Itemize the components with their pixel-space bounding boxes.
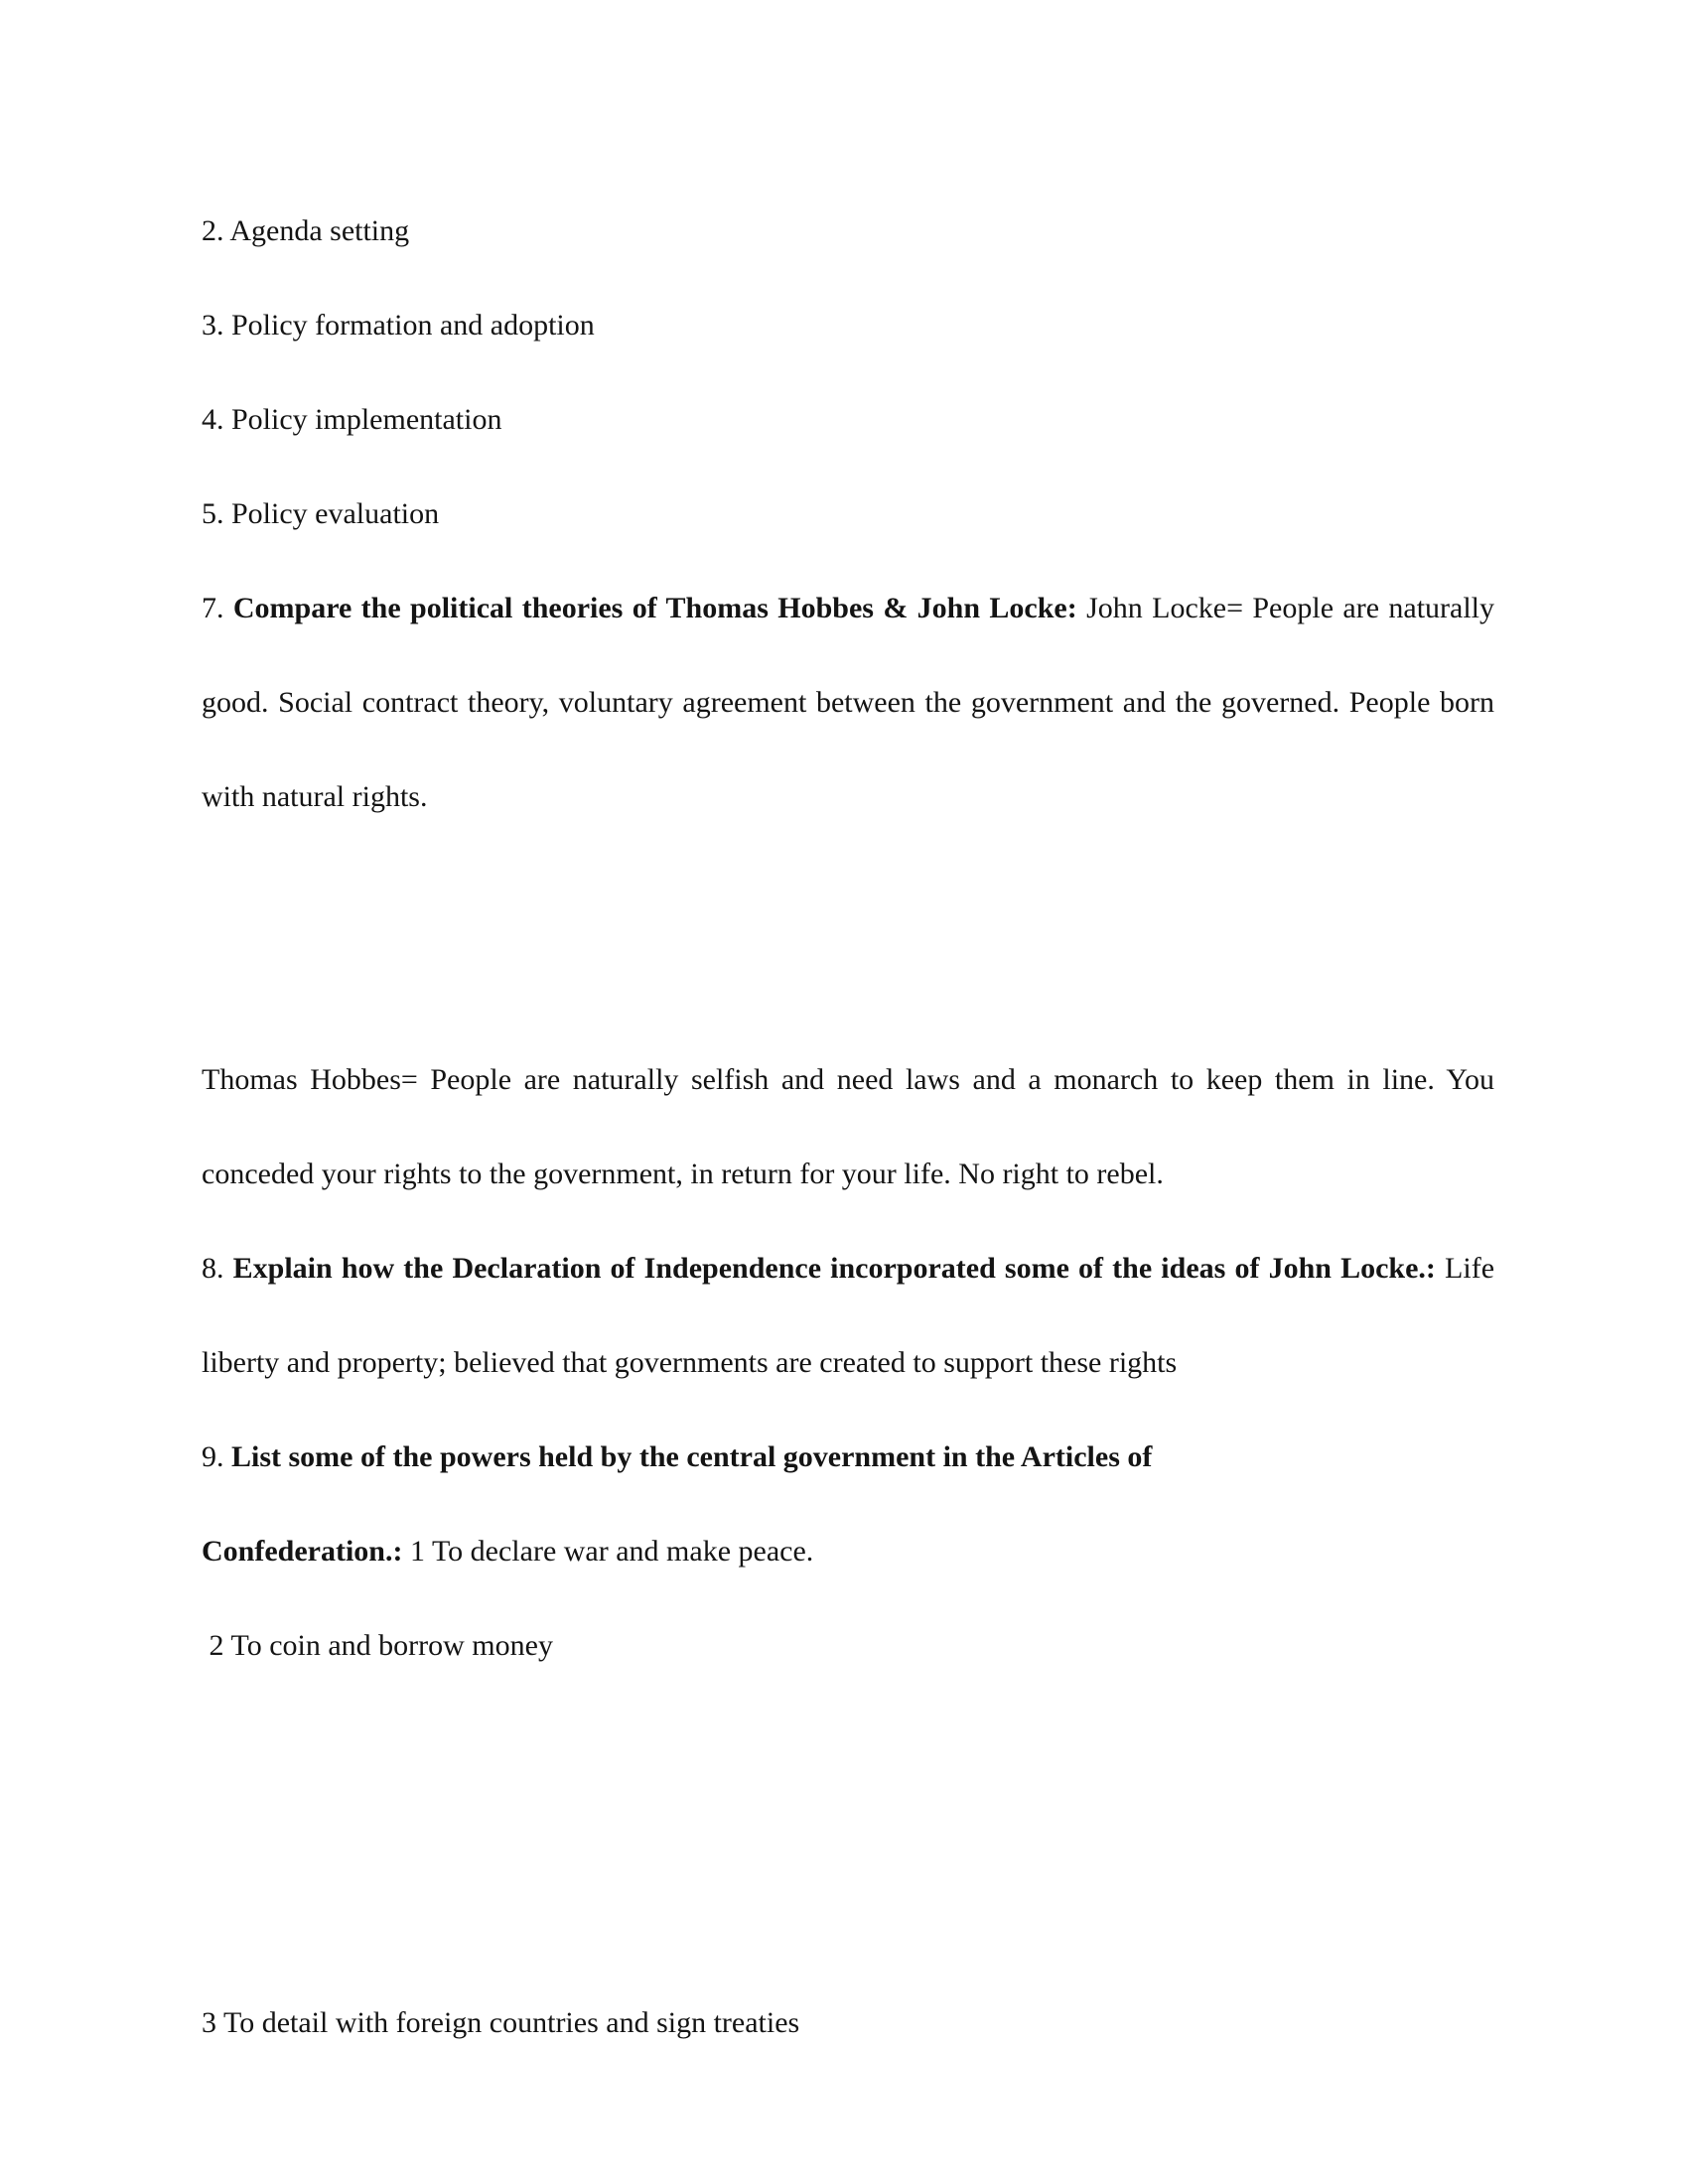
- text-segment: 5. Policy evaluation: [202, 497, 440, 530]
- paragraph: [202, 1598, 1494, 1693]
- paragraph: [202, 1504, 1494, 1598]
- text-segment: Life liberty and property; believed that governments are created to support these rights: [202, 1252, 1495, 1379]
- spacer: [202, 1693, 1494, 1976]
- bold-text-segment: Compare the political theories of Thomas Hobbes & John Locke:: [232, 592, 1087, 624]
- text-segment: 3 To detail with foreign countries and sign treaties: [202, 2006, 800, 2039]
- text-segment: John Locke= People are naturally good. Social contract theory, voluntary agreement between the government and the governed. People born with natural rights.: [202, 592, 1495, 813]
- paragraph: [202, 1410, 1494, 1504]
- text-segment: Thomas Hobbes= People are naturally selfish and need laws and a monarch to keep them in line. You conceded your rights to the government, in return for your life. No right to rebel.: [202, 1063, 1494, 1190]
- paragraph: [202, 372, 1494, 467]
- text-segment: 7.: [202, 592, 233, 624]
- spacer: [202, 844, 1494, 1032]
- text-segment: 3. Policy formation and adoption: [202, 309, 595, 341]
- paragraph: [202, 467, 1494, 561]
- document-body: [202, 184, 1494, 2070]
- paragraph: [202, 1976, 1494, 2070]
- text-segment: 9.: [202, 1440, 231, 1473]
- bold-text-segment: List some of the powers held by the central government in the Articles of: [231, 1440, 1153, 1473]
- text-segment: 2. Agenda setting: [202, 214, 410, 247]
- text-segment: 8.: [202, 1252, 233, 1285]
- text-segment: 1 To declare war and make peace.: [409, 1535, 814, 1568]
- bold-text-segment: Confederation.:: [202, 1535, 410, 1568]
- text-segment: 4. Policy implementation: [202, 403, 502, 436]
- paragraph: [202, 184, 1494, 278]
- paragraph: [202, 561, 1494, 844]
- bold-text-segment: Explain how the Declaration of Independence incorporated some of the ideas of John Locke.:: [232, 1252, 1446, 1285]
- paragraph: [202, 1032, 1494, 1221]
- paragraph: [202, 278, 1494, 372]
- text-segment: 2 To coin and borrow money: [202, 1629, 553, 1662]
- paragraph: [202, 1221, 1494, 1410]
